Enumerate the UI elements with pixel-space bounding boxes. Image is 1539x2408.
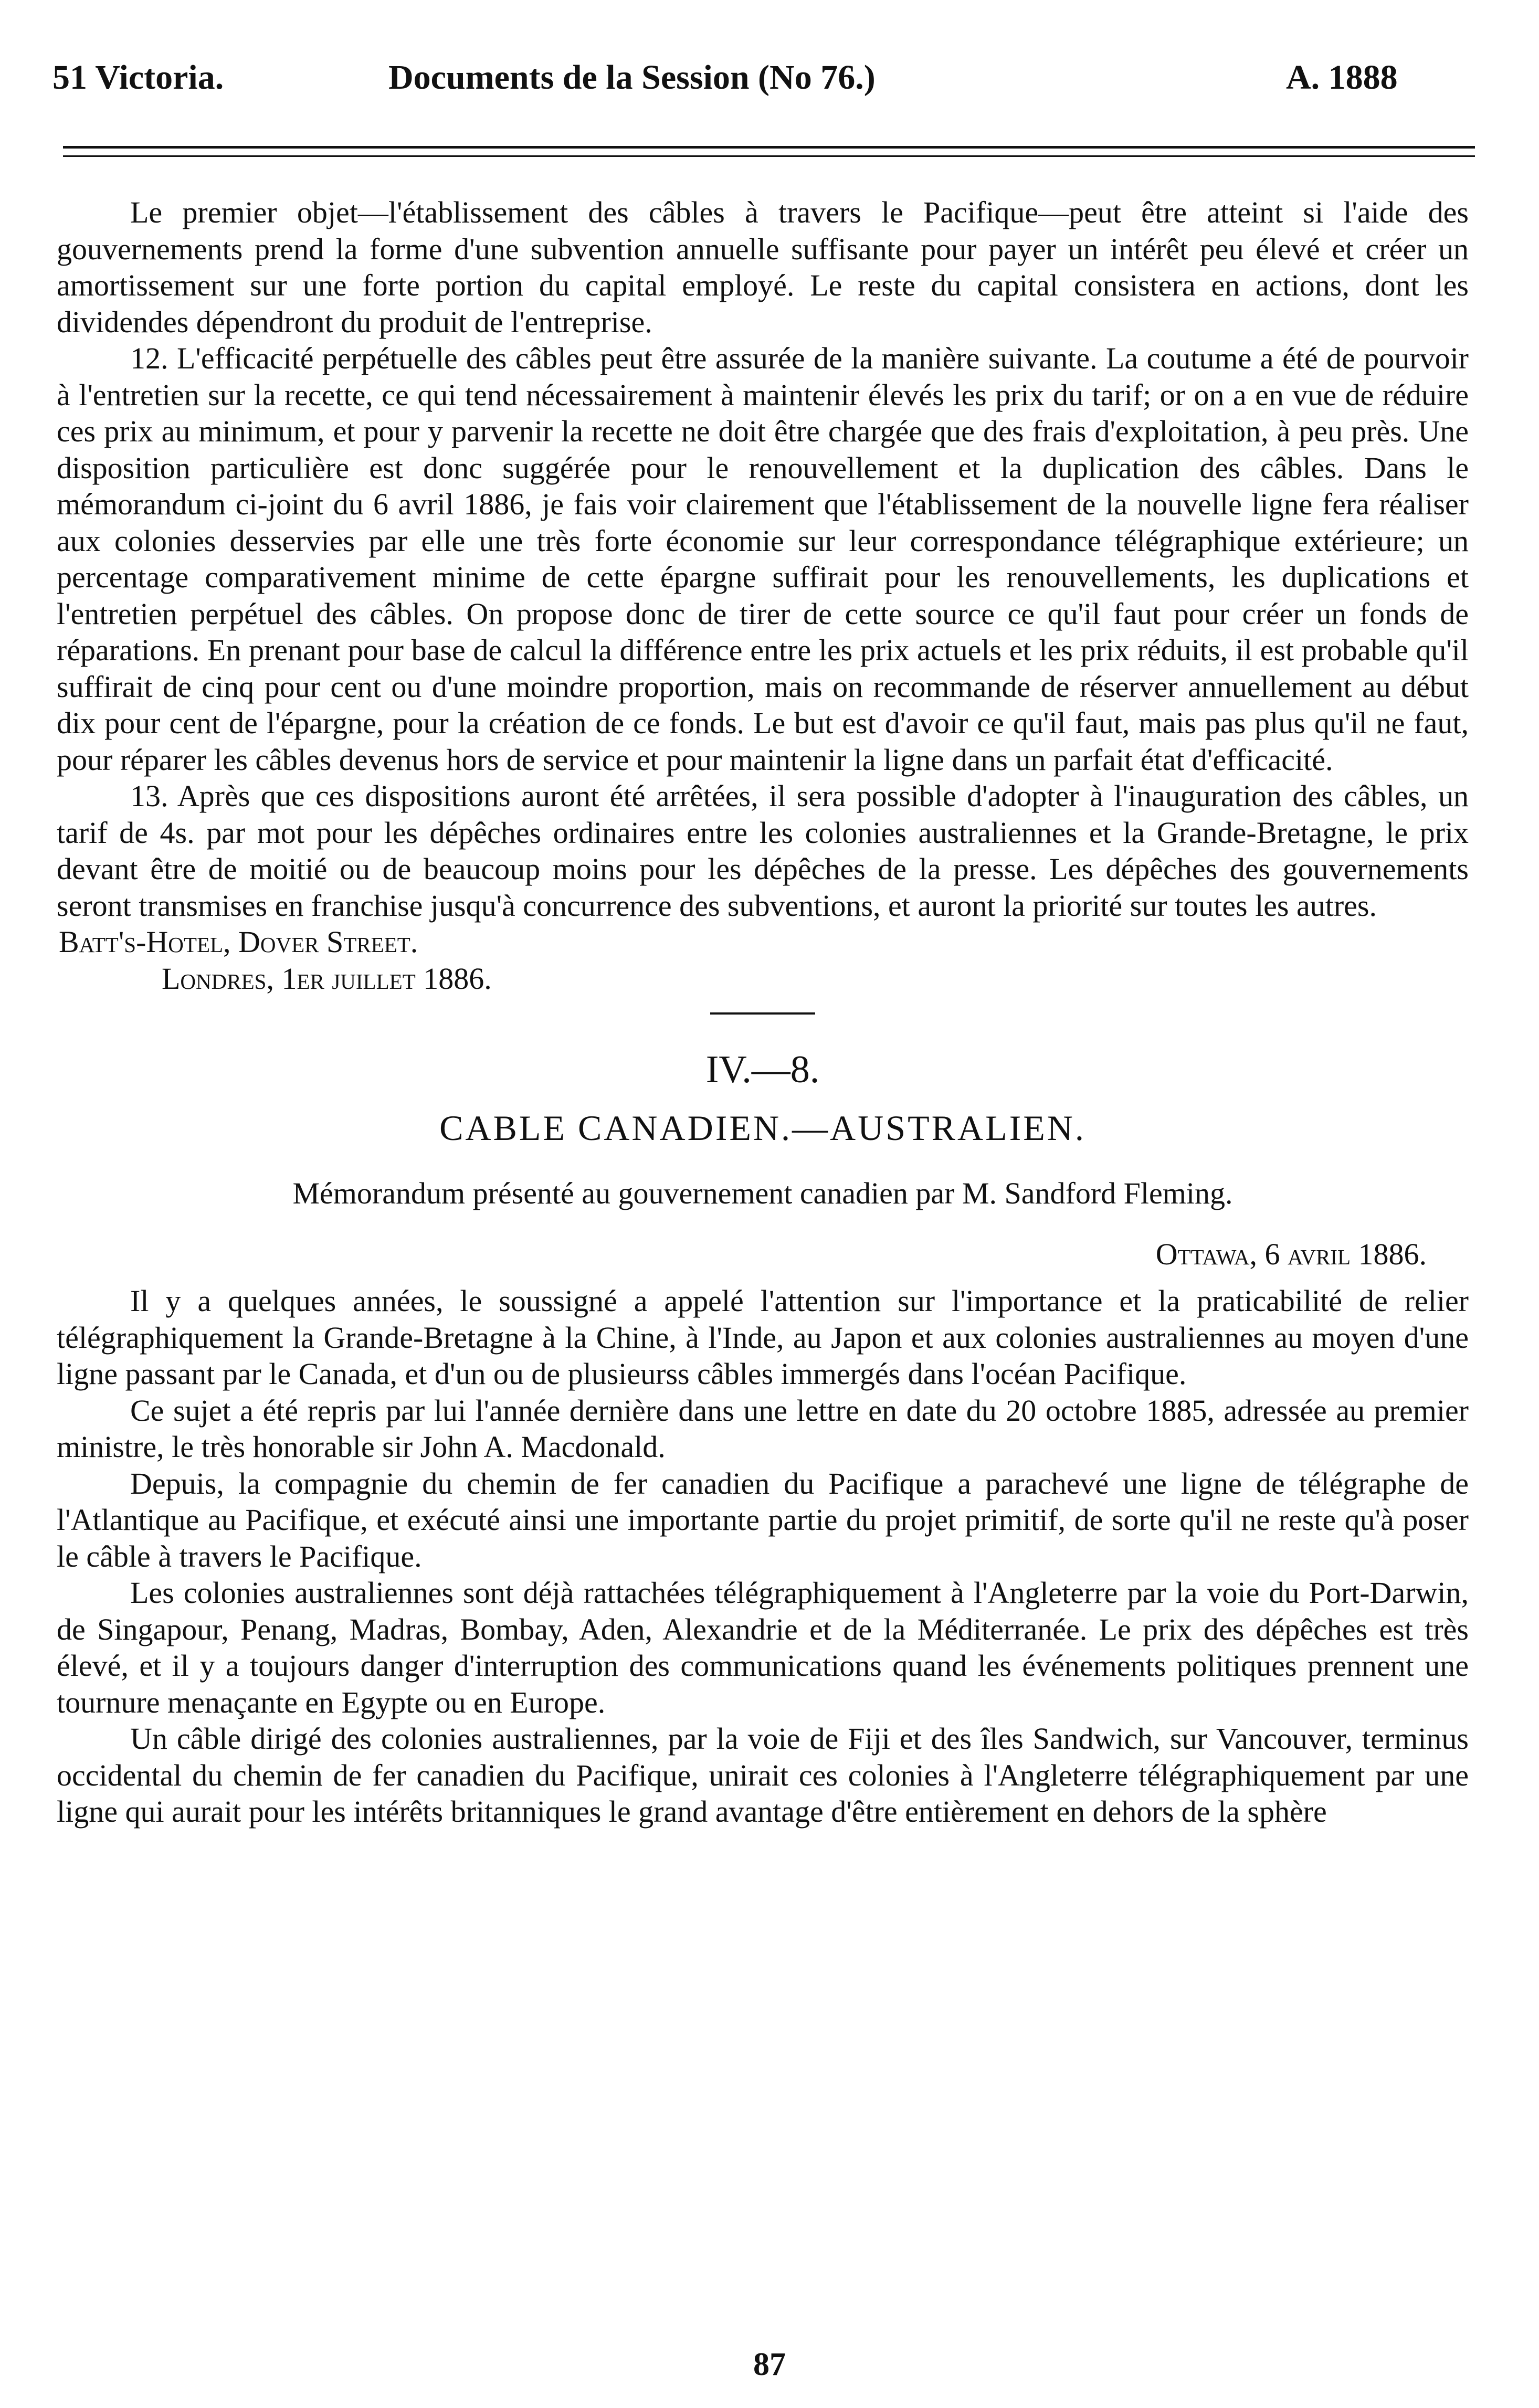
section-number: IV.—8. [705, 1048, 820, 1091]
paragraph: 13. Après que ces dispositions auront été arrêtées, il sera possible d'adopter à l'inauguration des câbles, un tarif de 4s. par mot pour les dépêches ordinaires entre les colonies australiennes et la Grande-Bretagne, le prix devant être de moitié ou de beaucoup moins pour les dépêches de la presse. Les dépêches des gouvernements seront transmises en franchise jusqu'à concurrence des subventions, et auront la priorité sur toutes les autres. [57, 779, 1469, 923]
paragraph: Depuis, la compagnie du chemin de fer canadien du Pacifique a parachevé une ligne de télégraphe de l'Atlantique au Pacifique, et exécuté ainsi une importante partie du projet primitif, de sorte qu'il ne reste qu'à poser le câble à travers le Pacifique. [57, 1466, 1469, 1573]
dateline: Ottawa, 6 avril 1886. [1155, 1237, 1427, 1271]
page-number: 87 [753, 2347, 786, 2382]
header-rule-thin [63, 155, 1475, 157]
paragraph: Il y a quelques années, le soussigné a appelé l'attention sur l'importance et la praticabilité de relier télégraphiquement la Grande-Bretagne à la Chine, à l'Inde, au Japon et aux colonies australiennes au moyen d'une ligne passant par le Canada, et d'un ou de plusieurss câbles immergés dans l'océan Pacifique. [57, 1284, 1469, 1391]
signature-address: Batt's-Hotel, Dover Street. [59, 925, 418, 959]
paragraph: 12. L'efficacité perpétuelle des câbles peut être assurée de la manière suivante. La coutume a été de pourvoir à l'entretien sur la recette, ce qui tend nécessairement à maintenir élevés les prix du tarif; or on a en vue de réduire ces prix au minimum, et pour y parvenir la recette ne doit être chargée que des frais d'exploitation, à peu près. Une disposition particulière est donc suggérée pour le renouvellement et la duplication des câbles. Dans le mémorandum ci-joint du 6 avril 1886, je fais voir clairement que l'établissement de la nouvelle ligne fera réaliser aux colonies desservies par elle une très forte économie sur leur correspondance télégraphique extérieure; un percentage comparativement minime de cette épargne suffirait pour les renouvellements, les duplications et l'entretien perpétuel des câbles. On propose donc de tirer de cette source ce qu'il faut pour créer un fonds de réparations. En prenant pour base de calcul la différence entre les prix actuels et les prix réduits, il est probable qu'il suffirait de cinq pour cent ou d'une moindre proportion, mais on recommande de réserver annuellement au début dix pour cent de l'épargne, pour la création de ce fonds. Le but est d'avoir ce qu'il faut, mais pas plus qu'il ne faut, pour réparer les câbles devenus hors de service et pour maintenir la ligne dans un parfait état d'efficacité. [57, 341, 1469, 777]
section-title: CABLE CANADIEN.—AUSTRALIEN. [439, 1108, 1086, 1148]
paragraph: Le premier objet—l'établissement des câbles à travers le Pacifique—peut être atteint si l'aide des gouvernements prend la forme d'une subvention annuelle suffisante pour payer un intérêt peu élevé et créer un amortissement sur une forte portion du capital employé. Le reste du capital consistera en actions, dont les dividendes dépendront du produit de l'entreprise. [57, 195, 1469, 339]
header-right: A. 1888 [1286, 58, 1398, 97]
paragraph: Un câble dirigé des colonies australiennes, par la voie de Fiji et des îles Sandwich, sur Vancouver, terminus occidental du chemin de fer canadien du Pacifique, unirait ces colonies à l'Angleterre télégraphiquement par une ligne qui aurait pour les intérêts britanniques le grand avantage d'être entièrement en dehors de la sphère [57, 1721, 1469, 1829]
memo-line: Mémorandum présenté au gouvernement canadien par M. Sandford Fleming. [292, 1176, 1233, 1210]
paragraph: Ce sujet a été repris par lui l'année dernière dans une lettre en date du 20 octobre 1885, adressée au premier ministre, le très honorable sir John A. Macdonald. [57, 1393, 1469, 1464]
section-divider [710, 1012, 815, 1015]
running-header [52, 58, 1470, 115]
page-body [57, 194, 1469, 1830]
header-left: 51 Victoria. [52, 58, 224, 97]
header-center: Documents de la Session (No 76.) [388, 58, 876, 97]
signature-place-date: Londres, 1er juillet 1886. [162, 961, 492, 996]
header-rule-thick [63, 146, 1475, 149]
paragraph: Les colonies australiennes sont déjà rattachées télégraphiquement à l'Angleterre par la voie du Port-Darwin, de Singapour, Penang, Madras, Bombay, Aden, Alexandrie et de la Méditerranée. Le prix des dépêches est très élevé, et il y a toujours danger d'interruption des communications quand les événements politiques prennent une tournure menaçante en Egypte ou en Europe. [57, 1576, 1469, 1719]
